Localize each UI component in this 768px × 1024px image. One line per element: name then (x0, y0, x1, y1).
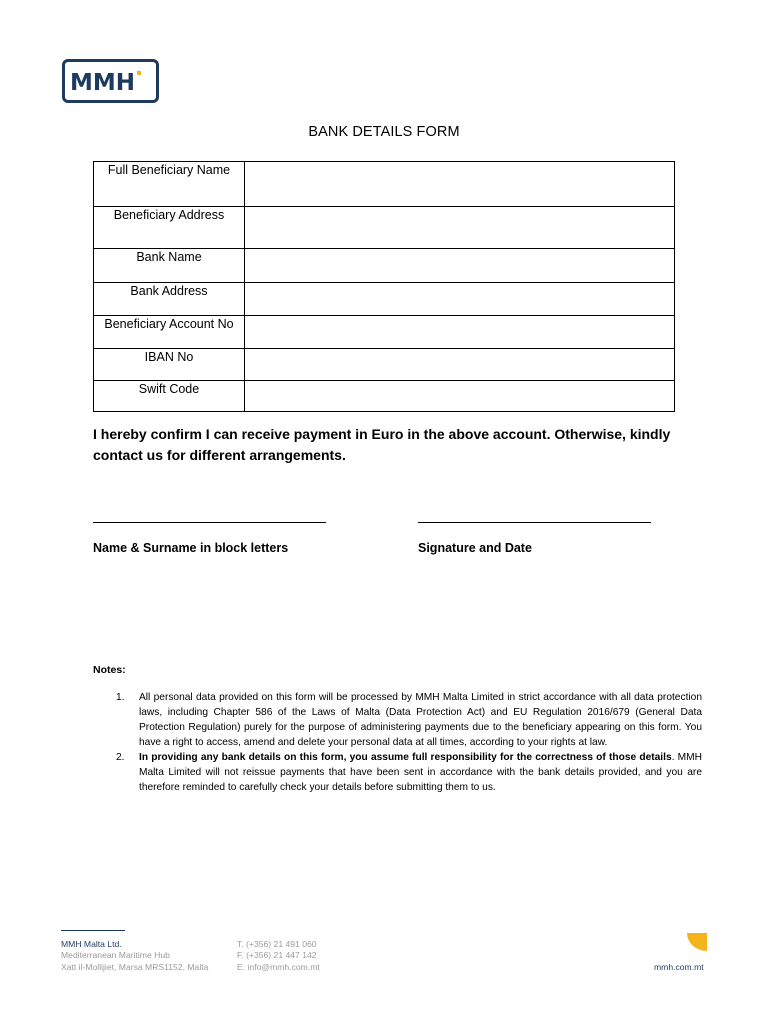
logo-accent-dot (137, 71, 141, 75)
field-label: Beneficiary Account No (94, 316, 245, 349)
table-row (94, 381, 675, 412)
note-number: 1. (116, 692, 125, 703)
footer-company: MMH Malta Ltd. (61, 939, 122, 949)
mmh-logo-mark (70, 68, 152, 94)
field-label: Full Beneficiary Name (94, 162, 245, 207)
field-label: IBAN No (94, 349, 245, 381)
table-row (94, 207, 675, 249)
note-bold-text: In providing any bank details on this form, you assume full responsibility for the correctness of those details (139, 752, 672, 763)
footer-address-line: Mediterranean Maritime Hub (61, 950, 170, 961)
list-item (118, 690, 702, 750)
beneficiary-address-field[interactable] (245, 207, 675, 249)
footer-website-link[interactable]: mmh.com.mt (654, 962, 704, 972)
field-label: Beneficiary Address (94, 207, 245, 249)
footer-fax: F. (+356) 21 447 142 (237, 950, 317, 961)
footer-address (61, 939, 208, 973)
beneficiary-account-no-field[interactable] (245, 316, 675, 349)
confirmation-statement: I hereby confirm I can receive payment in Euro in the above account. Otherwise, kindly contact us for different arrangements. (93, 426, 671, 463)
signature-date-label: Signature and Date (418, 541, 532, 555)
note-text: All personal data provided on this form will be processed by MMH Malta Limited in strict accordance with all data protection laws, including Chapter 586 of the Laws of Malta (Data Protection Act) and EU Regulation 2016/679 (General Data Protection Regulation) purely for the purpose of administering payments due to the beneficiary appearing on this form. You have a right to access, amend and delete your personal data at all times, according to your rights at law. (139, 692, 702, 748)
table-row (94, 283, 675, 316)
table-row (94, 249, 675, 283)
notes-list (118, 690, 702, 795)
field-label: Bank Name (94, 249, 245, 283)
table-row (94, 349, 675, 381)
full-beneficiary-name-field[interactable] (245, 162, 675, 207)
form-title: BANK DETAILS FORM (308, 124, 460, 140)
footer-phone: T. (+356) 21 491 060 (237, 939, 317, 949)
footer-email[interactable]: E. info@mmh.com.mt (237, 961, 320, 972)
brand-mark-icon (686, 932, 708, 952)
footer-contact (237, 939, 320, 973)
note-text: . MMH Malta Limited will not reissue payments that have been sent in accordance with the bank details provided, and you are therefore reminded to carefully check your details before submitting them to us. (139, 752, 702, 793)
bank-name-field[interactable] (245, 249, 675, 283)
swift-code-field[interactable] (245, 381, 675, 412)
list-item (118, 750, 702, 795)
bank-details-table (93, 161, 675, 412)
note-number: 2. (116, 752, 125, 763)
signature-date-line[interactable] (418, 522, 651, 523)
bank-address-field[interactable] (245, 283, 675, 316)
iban-no-field[interactable] (245, 349, 675, 381)
company-logo (62, 59, 159, 103)
name-signature-line[interactable] (93, 522, 326, 523)
logo-text: MMH (69, 70, 135, 94)
footer-divider (61, 930, 125, 931)
notes-heading: Notes: (93, 664, 126, 676)
table-row (94, 316, 675, 349)
field-label: Bank Address (94, 283, 245, 316)
footer-address-line: Xatt il-Mollijiet, Marsa MRS1152, Malta (61, 961, 209, 972)
table-row (94, 162, 675, 207)
name-surname-label: Name & Surname in block letters (93, 541, 289, 555)
field-label: Swift Code (94, 381, 245, 412)
